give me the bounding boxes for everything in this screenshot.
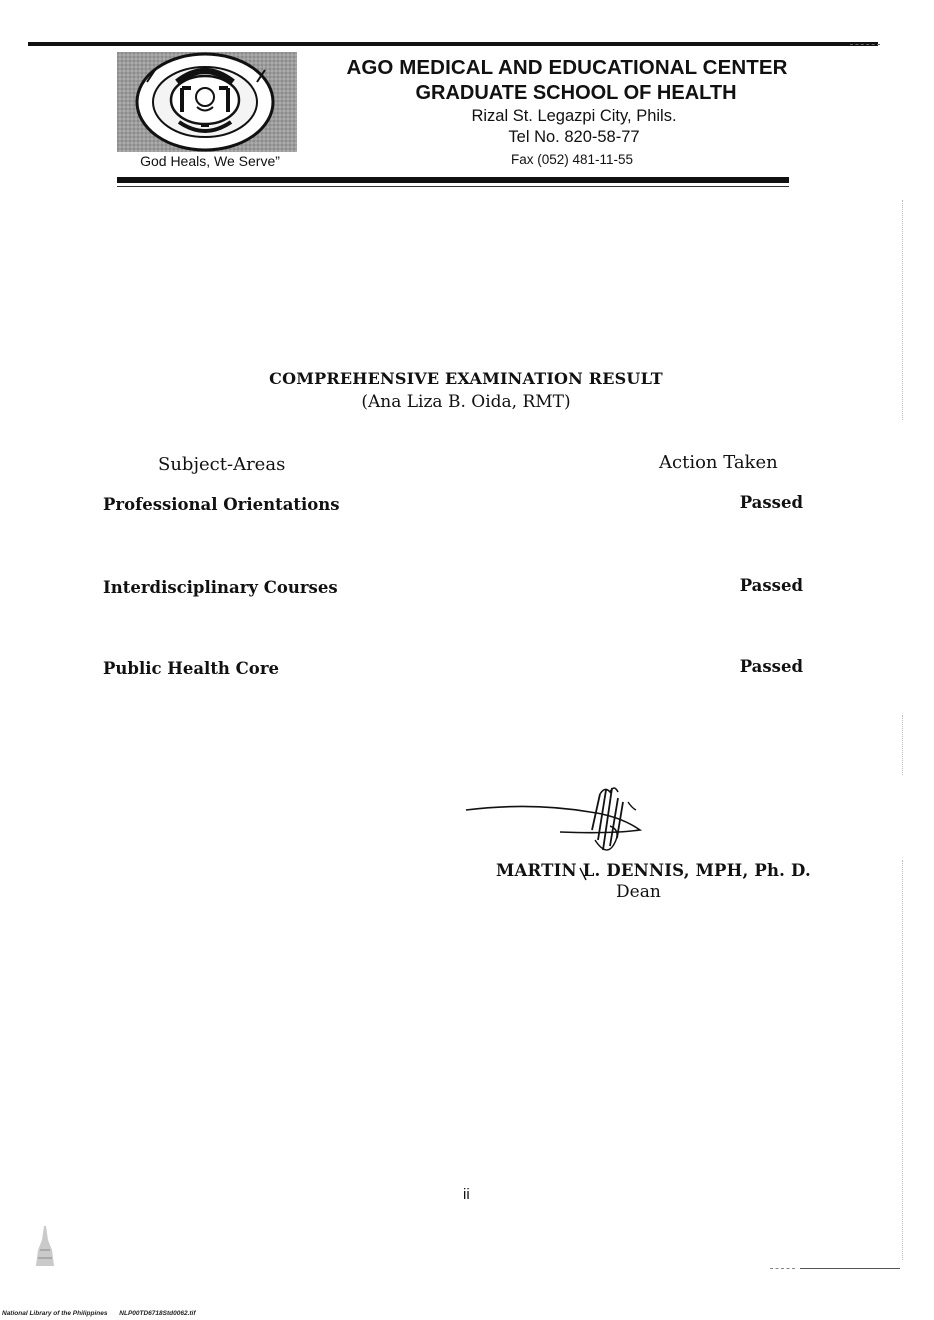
subject-area: Professional Orientations <box>103 495 340 514</box>
footer-scan-line <box>800 1268 900 1269</box>
scan-edge-mark <box>902 715 904 775</box>
column-header-subject: Subject-Areas <box>158 454 286 475</box>
letterhead-rule-thin <box>117 186 789 187</box>
document-title: COMPREHENSIVE EXAMINATION RESULT <box>269 369 663 388</box>
library-name: National Library of the Philippines <box>2 1310 108 1317</box>
telephone: Tel No. 820-58-77 <box>508 128 640 146</box>
footer-scan-dash <box>770 1268 795 1269</box>
top-scan-rule-tail <box>850 44 880 46</box>
top-scan-rule <box>28 42 878 46</box>
school-motto: God Heals, We Serve” <box>140 153 280 169</box>
result-row <box>103 495 803 517</box>
scan-file-name: NLP00TD6718Std0062.tif <box>119 1310 196 1317</box>
letterhead-rule <box>117 177 789 183</box>
subject-area: Interdisciplinary Courses <box>103 578 338 597</box>
action-taken: Passed <box>739 493 803 512</box>
result-row <box>103 578 803 600</box>
column-header-action: Action Taken <box>659 452 778 473</box>
signatory-name: MARTIN L. DENNIS, MPH, Ph. D. <box>496 861 811 880</box>
scan-footer-caption <box>2 1310 196 1317</box>
fax: Fax (052) 481-11-55 <box>510 152 634 167</box>
action-taken: Passed <box>739 576 803 595</box>
page-number: ii <box>463 1186 470 1203</box>
signatory-title: Dean <box>616 882 661 902</box>
scan-artifact <box>30 1220 60 1270</box>
action-taken: Passed <box>739 657 803 676</box>
result-row <box>103 659 803 681</box>
school-seal-logo <box>117 52 297 152</box>
letterhead <box>318 55 816 170</box>
document-subtitle: (Ana Liza B. Oida, RMT) <box>361 392 571 412</box>
seal-icon <box>117 52 297 152</box>
school-name: GRADUATE SCHOOL OF HEALTH <box>415 82 737 104</box>
scan-edge-mark <box>902 860 904 1260</box>
institution-name: AGO MEDICAL AND EDUCATIONAL CENTER <box>346 56 788 79</box>
subject-area: Public Health Core <box>103 659 280 678</box>
scan-edge-mark <box>902 200 904 420</box>
address: Rizal St. Legazpi City, Phils. <box>471 107 677 125</box>
